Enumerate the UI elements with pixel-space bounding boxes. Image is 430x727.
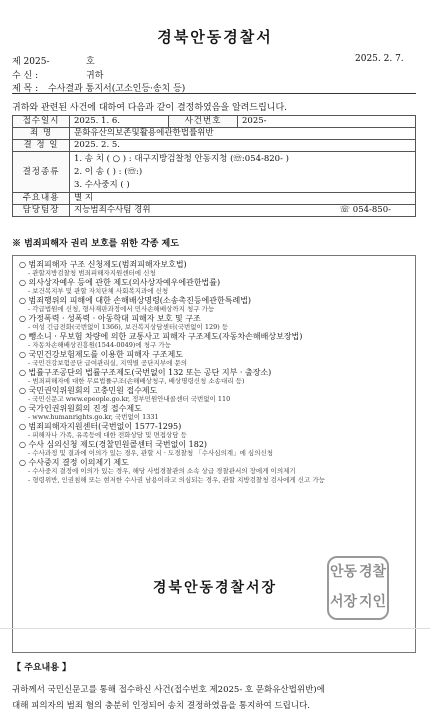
rights-item-detail: - 수사중지 결정에 이의가 있는 경우, 해당 사법경찰관의 소속 상급 경찰관서의 장에게 이의제기	[28, 467, 296, 476]
rights-item: ○ 법률구조공단의 법률구조제도(국번없이 132 또는 공단 지부 · 출장소)	[19, 368, 272, 377]
table-row	[13, 140, 416, 152]
rights-item-detail: - 국민신문고 www.epeople.go.kr, 정부민원안내콜센터 국번없이 110	[28, 395, 231, 404]
rights-item-detail: - 보건복지부 및 관할 자치단체 사회복지과에 신청	[28, 287, 169, 296]
intro-text: 귀하와 관련된 사건에 대하여 다음과 같이 결정하였음을 알려드립니다.	[12, 103, 288, 113]
rights-item-detail: - 관할지방검찰청 범죄피해자지원센터에 신청	[28, 269, 156, 278]
doc-date: 2025. 2. 7.	[355, 54, 404, 64]
rights-item: ○ 수사중지 결정 이의제기 제도	[19, 458, 129, 467]
agency-signature: 경북안동경찰서장	[152, 580, 278, 596]
rights-item: ○ 범죄피해자지원센터(국번없이 1577-1295)	[19, 422, 182, 431]
seal-char: 안동	[329, 564, 358, 580]
subject-label: 제 목 :	[12, 84, 39, 94]
case-number-label: 사건번호	[169, 116, 238, 128]
table-row	[13, 116, 416, 128]
team-leader-phone: ☏ 054-850-	[339, 205, 391, 215]
table-row	[13, 128, 416, 140]
decision-option-suspension: 3. 수사중지 ( )	[74, 179, 130, 190]
rights-item: ○ 범죄피해자 구조 신청제도(범죄피해자보호법)	[19, 260, 187, 269]
decision-date-label: 결 정 일	[13, 140, 70, 152]
rights-item-detail: - 여성 긴급전화(국번없이 1366), 보건복지상담센터(국번없이 129) 등	[28, 323, 229, 332]
victim-rights-list	[19, 260, 409, 485]
main-content-value: 별 지	[70, 193, 416, 205]
official-seal	[327, 556, 389, 620]
table-row	[13, 152, 416, 193]
doc-number-suffix: 호	[86, 57, 95, 67]
rights-item-detail: - 자동차손해배상진흥원(1544-0049)에 청구 가능	[28, 341, 171, 350]
victim-rights-title: ※ 범죄피해자 권리 보호를 위한 각종 제도	[12, 239, 179, 249]
table-row	[13, 205, 416, 217]
seal-char: 경찰	[358, 564, 387, 580]
received-date-label: 접수일시	[13, 116, 70, 128]
rights-item-detail: - 피해자나 가족, 유족등에 대한 전화상담 및 면접상담 등	[28, 431, 187, 440]
doc-number-label: 제 2025-	[12, 57, 50, 67]
summary-line-1: 귀하께서 국민신문고를 통해 접수하신 사건(접수번호 제2025- 호 문화유산법위반)에	[12, 685, 325, 695]
seal-char: 서장	[329, 594, 358, 610]
rights-item: ○ 국민권익위원회의 고충민원 접수제도	[19, 386, 158, 395]
decision-option-transfer: 1. 송 치 ( ○ ) : 대구지방검찰청 안동지청 (☏:054-820- )	[74, 153, 289, 164]
rights-item: ○ 의사상자예우 등에 관한 제도(의사상자예우에관한법률)	[19, 278, 221, 287]
team-leader-label: 담당팀장	[13, 205, 70, 217]
rights-item: ○ 국가인권위원회의 진정 접수제도	[19, 404, 142, 413]
table-row	[13, 193, 416, 205]
rights-item-detail: - 수사과정 및 결과에 이의가 있는 경우, 관할 시 · 도경찰청 「수사심의계」에 심의신청	[28, 449, 274, 458]
rights-item: ○ 국민건강보험제도를 이용한 피해자 구조제도	[19, 350, 183, 359]
rights-item: ○ 뺑소니 · 무보험 차량에 의한 교통사고 피해자 구조제도(자동차손해배상보장법)	[19, 332, 303, 341]
decision-type-label: 결정종류	[13, 152, 70, 193]
rights-item-detail: - 각급법원에 신청, 형사재판과정에서 민사손해배상까지 청구 가능	[28, 305, 215, 314]
rights-item-detail: - 범죄피해자에 대한 무료법률구조(손해배상청구, 배상명령신청 소송대리 등)	[28, 377, 245, 386]
main-content-label: 주요내용	[13, 193, 70, 205]
rights-item: ○ 범죄행위의 피해에 대한 손해배상명령(소송촉진등에관한특례법)	[19, 296, 252, 305]
decision-option-referral: 2. 이 송 ( ) : (☏:)	[74, 166, 143, 177]
recipient-label: 수 신 :	[12, 71, 39, 81]
summary-line-2: 대해 피의자의 범죄 혐의 충분히 인정되어 송치 결정하였음을 통지하여 드립니다.	[12, 701, 310, 711]
case-number-value: 2025-	[238, 116, 416, 128]
subject: 수사결과 통지서(고소인등·송치 등)	[48, 84, 186, 94]
document-title: 경북안동경찰서	[157, 28, 273, 46]
charge-value: 문화유산의보존및활용에관한법률위반	[70, 128, 416, 140]
rights-item-detail: - www.humanrights.go.kr, 국번없이 1331	[28, 413, 159, 422]
seal-char: 지인	[358, 594, 387, 610]
header-divider	[12, 93, 416, 94]
team-leader-name: 지능범죄수사팀 경위	[74, 205, 151, 215]
received-date-value: 2025. 1. 6.	[70, 116, 169, 128]
page-divider	[0, 628, 430, 629]
recipient: 귀하	[86, 71, 104, 81]
rights-item-detail: - 형령위반, 인권침해 또는 현저한 수사권 남용이라고 의심되는 경우, 관할 지방검찰청 검사에게 신고 가능	[28, 476, 325, 484]
rights-item: ○ 수사 심의신청 제도(경찰민원콜센터 국번없이 182)	[19, 440, 208, 449]
decision-date-value: 2025. 2. 5.	[70, 140, 416, 152]
decision-type-value	[70, 152, 416, 193]
rights-item: ○ 가정폭력 · 성폭력 · 아동학대 피해자 보호 및 구조	[19, 314, 201, 323]
result-table	[12, 115, 416, 217]
rights-item-detail: - 국민건강보험공단 급여관리실, 지역별 공단지부에 문의	[28, 359, 188, 368]
team-leader-value	[70, 205, 416, 217]
summary-title: 【 주요내용 】	[12, 663, 72, 673]
charge-label: 죄 명	[13, 128, 70, 140]
